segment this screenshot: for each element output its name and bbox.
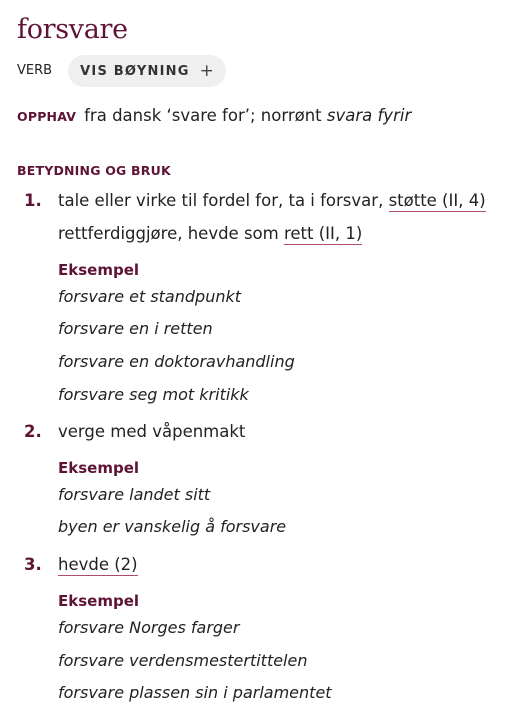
plus-icon: + [199, 61, 214, 81]
example-label: Eksempel [58, 261, 140, 279]
origin-text: fra dansk ‘svare for’; norrønt [84, 106, 327, 125]
example-item: byen er vanskelig å forsvare [58, 517, 287, 536]
origin-norse-term: svara fyrir [326, 106, 412, 125]
sense-definition [58, 555, 138, 574]
cross-reference-link[interactable]: hevde (2) [58, 555, 138, 574]
part-of-speech: VERB [17, 63, 53, 78]
example-item: forsvare verdensmestertittelen [58, 651, 308, 670]
example-item: forsvare landet sitt [58, 485, 211, 504]
cross-reference-link[interactable]: rett (II, 1) [283, 224, 363, 243]
origin [17, 106, 411, 125]
example-item: forsvare plassen sin i parlamentet [58, 683, 332, 702]
example-item: forsvare en doktoravhandling [58, 352, 295, 371]
example-item: forsvare en i retten [58, 319, 213, 338]
example-item: forsvare Norges farger [58, 618, 240, 637]
origin-label: OPPHAV [17, 109, 77, 124]
show-inflection-label: VIS BØYNING [80, 63, 190, 79]
definition-text: rettferdiggjøre, hevde som [58, 224, 284, 243]
section-title: BETYDNING OG BRUK [17, 163, 171, 178]
sense-number: 1. [24, 191, 42, 210]
definition-text: tale eller virke til fordel for, ta i forsvar, [58, 191, 389, 210]
example-item: forsvare et standpunkt [58, 287, 242, 306]
example-item: forsvare seg mot kritikk [58, 385, 249, 404]
sense-number: 3. [24, 555, 42, 574]
example-label: Eksempel [58, 592, 140, 610]
example-label: Eksempel [58, 459, 140, 477]
sense-definition [58, 191, 486, 210]
headword: forsvare [17, 14, 128, 45]
sense-definition-continued [58, 224, 362, 243]
show-inflection-button[interactable] [68, 55, 226, 87]
sense-definition: verge med våpenmakt [58, 422, 246, 441]
sense-number: 2. [24, 422, 42, 441]
cross-reference-link[interactable]: støtte (II, 4) [388, 191, 486, 210]
